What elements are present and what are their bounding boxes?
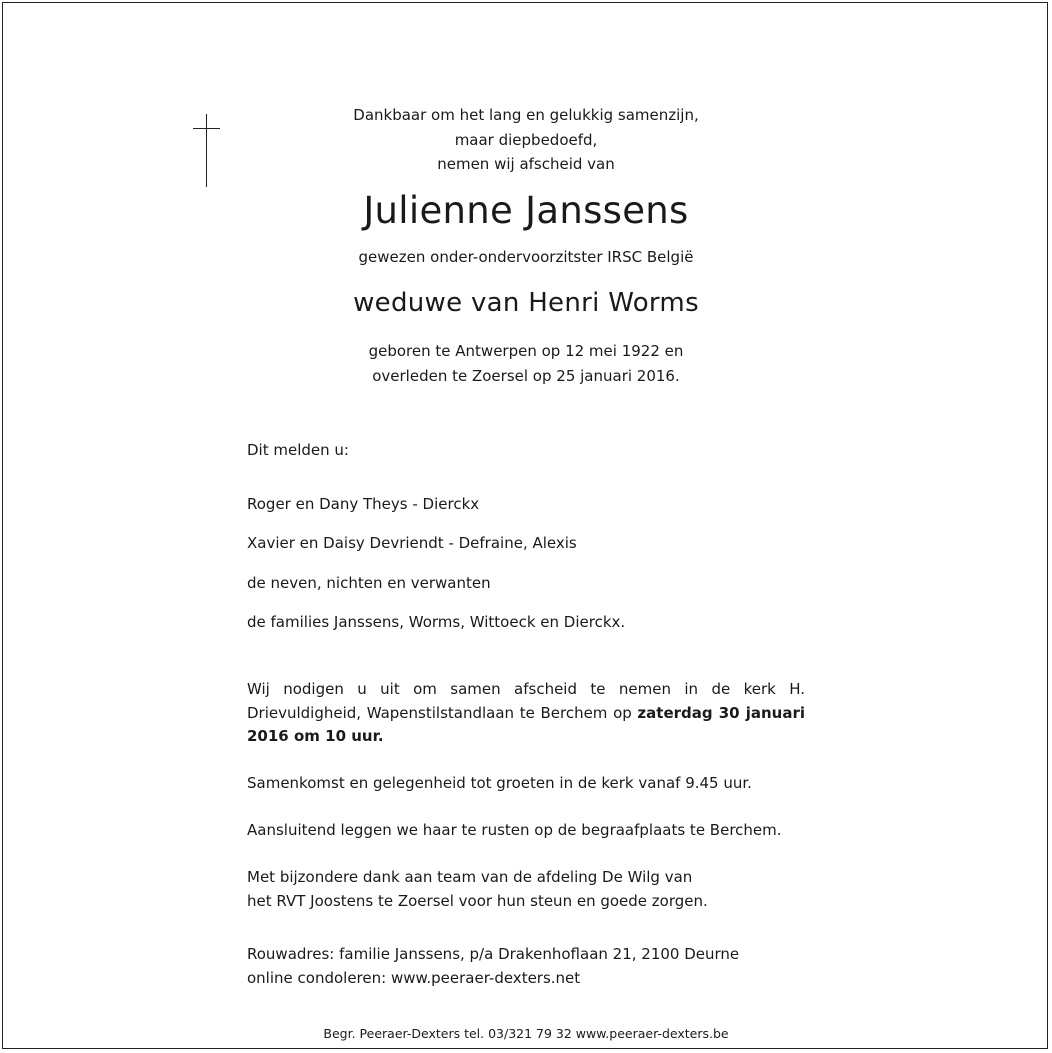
announcer-line: Xavier en Daisy Devriendt - Defraine, Alexis bbox=[247, 534, 577, 552]
announcer-line: de families Janssens, Worms, Wittoeck en Dierckx. bbox=[247, 613, 626, 631]
widow-of: weduwe van Henri Worms bbox=[353, 288, 699, 318]
intro-text bbox=[0, 103, 1052, 177]
burial-text: Aansluitend leggen we haar te rusten op de begraafplaats te Berchem. bbox=[247, 821, 782, 839]
deceased-role: gewezen onder-ondervoorzitster IRSC België bbox=[358, 248, 694, 266]
intro-line-2: maar diepbedoefd, bbox=[454, 130, 598, 149]
intro-line-1: Dankbaar om het lang en gelukkig samenzijn, bbox=[353, 106, 699, 124]
funeral-home-footer: Begr. Peeraer-Dexters tel. 03/321 79 32 www.peeraer-dexters.be bbox=[323, 1026, 729, 1041]
thanks-line-2: het RVT Joostens te Zoersel voor hun steun en goede zorgen. bbox=[247, 891, 708, 910]
mourning-address: Rouwadres: familie Janssens, p/a Drakenhoflaan 21, 2100 Deurne bbox=[247, 945, 740, 963]
birth-line: geboren te Antwerpen op 12 mei 1922 en bbox=[368, 342, 684, 360]
thanks-line-1: Met bijzondere dank aan team van de afdeling De Wilg van bbox=[247, 868, 693, 886]
ceremony-invitation bbox=[247, 678, 805, 749]
announcer-line: Roger en Dany Theys - Dierckx bbox=[247, 495, 480, 513]
contact-info bbox=[247, 943, 805, 990]
gathering-text: Samenkomst en gelegenheid tot groeten in de kerk vanaf 9.45 uur. bbox=[247, 774, 752, 792]
death-line: overleden te Zoersel op 25 januari 2016. bbox=[372, 367, 680, 385]
intro-line-3: nemen wij afscheid van bbox=[437, 155, 615, 173]
online-condolence: online condoleren: www.peeraer-dexters.net bbox=[247, 968, 581, 987]
ceremony-date: zaterdag 30 januari 2016 om 10 uur. bbox=[247, 703, 805, 745]
thanks-text bbox=[247, 866, 805, 913]
deceased-name: Julienne Janssens bbox=[363, 189, 689, 232]
life-dates bbox=[0, 339, 1052, 389]
invite-text: Wij nodigen u uit om samen afscheid te nemen in de kerk H. Drievuldigheid, Wapenstilstandlaan te Berchem op bbox=[247, 680, 805, 722]
announcers-heading: Dit melden u: bbox=[247, 441, 349, 459]
announcer-line: de neven, nichten en verwanten bbox=[247, 574, 491, 592]
